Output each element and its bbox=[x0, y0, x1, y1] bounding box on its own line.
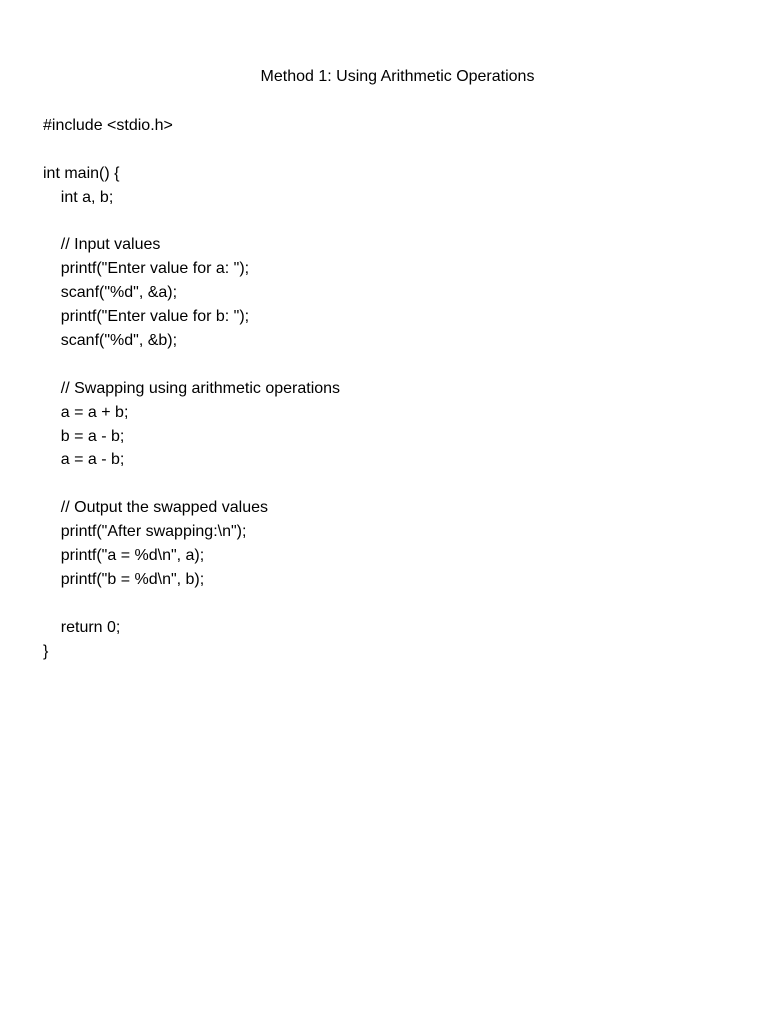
code-block bbox=[43, 114, 743, 663]
code-line: b = a - b; bbox=[43, 427, 125, 445]
code-line: printf("a = %d\n", a); bbox=[43, 547, 205, 565]
code-line bbox=[43, 472, 743, 496]
code-line: } bbox=[43, 642, 49, 660]
code-line: printf("b = %d\n", b); bbox=[43, 570, 205, 588]
code-line: scanf("%d", &a); bbox=[43, 284, 178, 302]
code-line: return 0; bbox=[43, 618, 121, 636]
code-line bbox=[43, 592, 743, 616]
document-title: Method 1: Using Arithmetic Operations bbox=[260, 68, 535, 85]
code-line bbox=[43, 138, 743, 162]
code-line: scanf("%d", &b); bbox=[43, 332, 178, 350]
code-line: #include <stdio.h> bbox=[43, 117, 173, 134]
code-line bbox=[43, 210, 743, 234]
code-line: printf("Enter value for b: "); bbox=[43, 308, 250, 326]
code-line: printf("Enter value for a: "); bbox=[43, 260, 250, 278]
code-line: // Swapping using arithmetic operations bbox=[43, 379, 341, 397]
code-line bbox=[43, 353, 743, 377]
code-line: int a, b; bbox=[43, 188, 114, 206]
code-line: a = a + b; bbox=[43, 403, 129, 421]
code-line: printf("After swapping:\n"); bbox=[43, 523, 247, 541]
code-line: // Input values bbox=[43, 236, 161, 254]
code-line: // Output the swapped values bbox=[43, 499, 269, 517]
code-line: int main() { bbox=[43, 164, 120, 182]
code-line: a = a - b; bbox=[43, 451, 125, 469]
